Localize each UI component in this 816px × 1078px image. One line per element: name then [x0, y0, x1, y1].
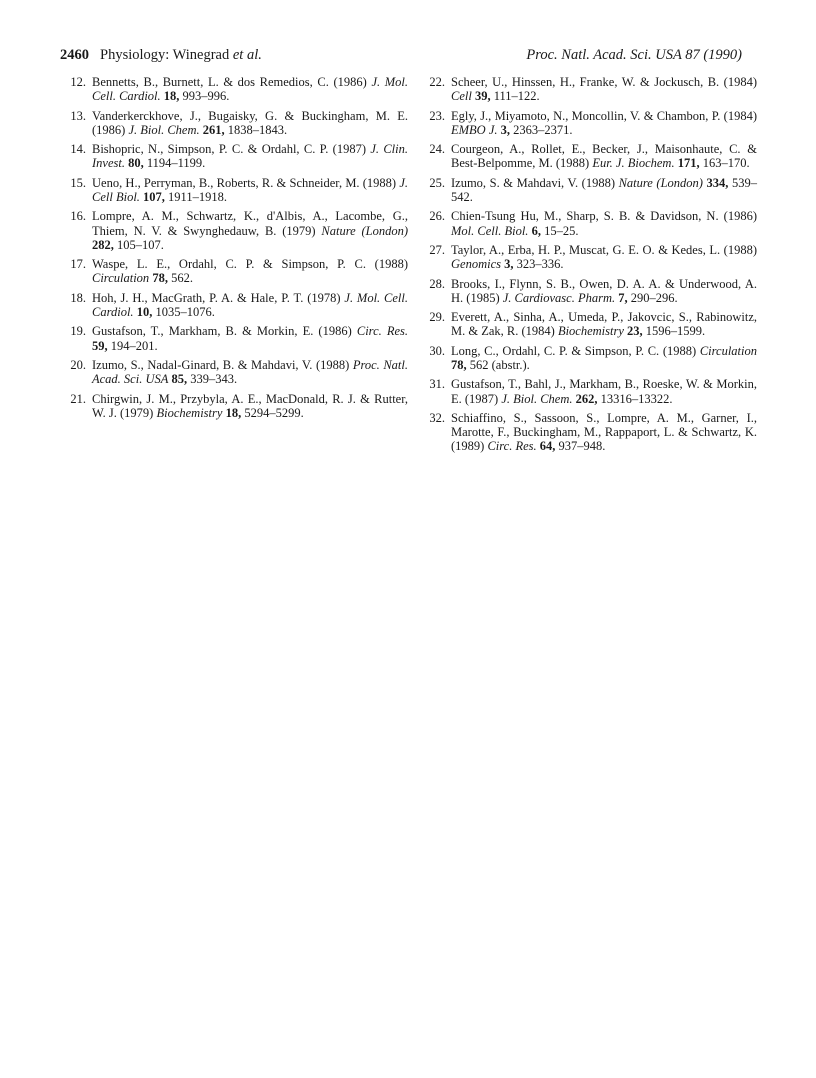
reference-pages: 163–170. [702, 156, 750, 171]
reference-volume: 262, [575, 391, 598, 406]
reference-29 [427, 310, 757, 338]
reference-24 [427, 142, 757, 170]
running-title [100, 47, 262, 64]
reference-journal: J. Mol. Cell. Cardiol. [92, 75, 408, 104]
reference-volume: 3, [504, 257, 514, 272]
reference-authors: Scheer, U., Hinssen, H., Franke, W. & Jockusch, B. (1984) [451, 75, 757, 89]
reference-volume: 107, [143, 189, 165, 204]
reference-number: 29. [429, 310, 445, 325]
reference-pages: 290–296. [630, 290, 678, 305]
reference-volume: 23, [627, 324, 643, 339]
reference-pages: 5294–5299. [244, 405, 304, 420]
reference-28 [427, 277, 757, 305]
reference-number: 22. [429, 75, 445, 89]
reference-19 [68, 324, 408, 352]
reference-authors: Courgeon, A., Rollet, E., Becker, J., Maisonhaute, C. & Best-Belpomme, M. (1988) [451, 142, 757, 171]
reference-journal: J. Biol. Chem. [501, 391, 573, 406]
reference-pages: 1911–1918. [168, 189, 227, 204]
reference-authors: Waspe, L. E., Ordahl, C. P. & Simpson, P. C. (1988) [92, 257, 408, 272]
reference-17 [68, 257, 408, 285]
reference-pages: 1596–1599. [645, 324, 706, 339]
reference-16 [68, 209, 408, 252]
reference-journal: Circ. Res. [487, 439, 537, 454]
reference-pages: 1194–1199. [146, 156, 206, 171]
reference-journal: J. Biol. Chem. [128, 122, 200, 137]
reference-number: 31. [429, 377, 445, 392]
reference-journal: Proc. Natl. Acad. Sci. USA [92, 357, 408, 387]
reference-volume: 80, [128, 156, 144, 171]
reference-journal: Cell [451, 89, 472, 104]
reference-pages: 13316–13322. [600, 391, 673, 406]
reference-pages: 111–122. [493, 89, 540, 104]
reference-number: 15. [70, 175, 86, 190]
reference-journal: Biochemistry [156, 405, 223, 420]
reference-pages: 105–107. [117, 237, 164, 252]
reference-number: 14. [70, 142, 86, 157]
reference-journal: J. Mol. Cell. Cardiol. [92, 290, 408, 319]
reference-journal: J. Clin. Invest. [92, 142, 408, 171]
reference-volume: 3, [500, 122, 511, 137]
reference-authors: Schiaffino, S., Sassoon, S., Lompre, A. M., Garner, I., Marotte, F., Buckingham, M., Rappaport, L. & Schwartz, K. (1989) [451, 410, 757, 454]
reference-journal: Nature (London) [321, 223, 408, 238]
reference-authors: Lompre, A. M., Schwartz, K., d'Albis, A., Lacombe, G., Thiem, N. V. & Swynghedauw, B. (1979) [92, 209, 408, 238]
running-title-section: Physiology: Winegrad [100, 47, 230, 63]
running-title-et-al: et al. [232, 47, 262, 63]
reference-authors: Hoh, J. H., MacGrath, P. A. & Hale, P. T. (1978) [92, 290, 341, 305]
reference-number: 28. [429, 276, 445, 291]
reference-journal: J. Cardiovasc. Pharm. [502, 290, 616, 305]
reference-volume: 39, [474, 89, 491, 104]
reference-journal: Circulation [699, 343, 757, 358]
reference-number: 26. [429, 209, 445, 224]
reference-number: 32. [429, 410, 445, 425]
reference-volume: 59, [92, 338, 108, 353]
reference-authors: Ueno, H., Perryman, B., Roberts, R. & Schneider, M. (1988) [92, 175, 397, 190]
reference-number: 27. [429, 242, 445, 257]
reference-authors: Gustafson, T., Markham, B. & Morkin, E. (1986) [92, 324, 352, 339]
reference-journal: Eur. J. Biochem. [592, 156, 675, 171]
reference-number: 17. [70, 257, 86, 272]
reference-23 [427, 109, 757, 137]
reference-number: 23. [429, 108, 445, 123]
reference-31 [427, 377, 757, 405]
page-header [0, 47, 816, 67]
reference-number: 18. [70, 290, 86, 305]
page-number: 2460 [60, 47, 89, 63]
reference-number: 13. [70, 108, 86, 123]
reference-volume: 171, [677, 156, 700, 171]
reference-journal: J. Cell Biol. [92, 175, 408, 204]
reference-12 [68, 75, 408, 103]
reference-journal: Genomics [451, 257, 501, 272]
reference-authors: Long, C., Ordahl, C. P. & Simpson, P. C. (1988) [451, 343, 697, 358]
reference-volume: 10, [136, 304, 153, 319]
reference-pages: 194–201. [110, 338, 158, 353]
reference-volume: 282, [92, 237, 114, 252]
reference-21 [68, 392, 408, 420]
reference-volume: 85, [171, 372, 188, 387]
reference-32 [427, 411, 757, 454]
reference-authors: Izumo, S., Nadal-Ginard, B. & Mahdavi, V. (1988) [92, 357, 350, 372]
reference-pages: 1035–1076. [155, 304, 215, 319]
reference-pages: 937–948. [558, 439, 606, 454]
reference-authors: Egly, J., Miyamoto, N., Moncollin, V. & Chambon, P. (1984) [451, 108, 757, 123]
reference-pages: 15–25. [544, 223, 579, 238]
reference-authors: Bishopric, N., Simpson, P. C. & Ordahl, C. P. (1987) [92, 142, 367, 157]
reference-pages: 1838–1843. [227, 122, 288, 137]
reference-number: 20. [70, 357, 86, 372]
reference-pages: 539–542. [451, 175, 758, 204]
references-right-column [427, 75, 757, 459]
reference-22 [427, 75, 757, 103]
reference-authors: Izumo, S. & Mahdavi, V. (1988) [451, 175, 615, 190]
reference-26 [427, 209, 757, 237]
reference-13 [68, 109, 408, 137]
reference-volume: 64, [539, 439, 556, 454]
reference-authors: Gustafson, T., Bahl, J., Markham, B., Roeske, W. & Morkin, E. (1987) [451, 377, 757, 406]
reference-27 [427, 243, 757, 271]
reference-authors: Bennetts, B., Burnett, L. & dos Remedios, C. (1986) [92, 75, 367, 89]
reference-18 [68, 291, 408, 319]
reference-pages: 562. [171, 271, 193, 286]
reference-volume: 261, [202, 122, 225, 137]
reference-volume: 18, [163, 89, 180, 104]
reference-volume: 78, [451, 357, 467, 372]
reference-pages: 2363–2371. [513, 122, 573, 137]
reference-25 [427, 176, 757, 204]
reference-authors: Vanderkerckhove, J., Bugaisky, G. & Buckingham, M. E. (1986) [92, 108, 408, 137]
reference-number: 25. [429, 175, 445, 190]
reference-number: 21. [70, 391, 86, 406]
reference-journal: Biochemistry [557, 324, 624, 339]
reference-number: 24. [429, 142, 445, 157]
reference-volume: 6, [531, 223, 541, 238]
reference-journal: Circ. Res. [356, 324, 409, 339]
reference-30 [427, 344, 757, 372]
reference-authors: Chirgwin, J. M., Przybyla, A. E., MacDonald, R. J. & Rutter, W. J. (1979) [92, 391, 408, 420]
reference-volume: 78, [152, 271, 168, 286]
journal-citation: Proc. Natl. Acad. Sci. USA 87 (1990) [526, 47, 742, 63]
reference-authors: Chien-Tsung Hu, M., Sharp, S. B. & Davidson, N. (1986) [451, 209, 757, 224]
reference-20 [68, 358, 408, 386]
reference-volume: 7, [618, 290, 628, 305]
reference-authors: Everett, A., Sinha, A., Umeda, P., Jakovcic, S., Rabinowitz, M. & Zak, R. (1984) [451, 310, 757, 339]
reference-number: 12. [70, 75, 86, 89]
reference-volume: 18, [225, 405, 242, 420]
reference-authors: Taylor, A., Erba, H. P., Muscat, G. E. O. & Kedes, L. (1988) [451, 242, 757, 257]
reference-volume: 334, [706, 175, 729, 190]
reference-number: 16. [70, 209, 86, 224]
reference-journal: Mol. Cell. Biol. [451, 223, 529, 238]
references-left-column [68, 75, 408, 425]
reference-authors: Brooks, I., Flynn, S. B., Owen, D. A. A. & Underwood, A. H. (1985) [451, 276, 757, 305]
reference-journal: Circulation [92, 271, 150, 286]
reference-pages: 993–996. [182, 89, 230, 104]
reference-number: 30. [429, 343, 445, 358]
reference-journal: Nature (London) [618, 175, 703, 190]
reference-pages: 562 (abstr.). [469, 357, 530, 372]
reference-journal: EMBO J. [451, 122, 498, 137]
reference-pages: 339–343. [190, 372, 238, 387]
reference-14 [68, 142, 408, 170]
reference-15 [68, 176, 408, 204]
reference-number: 19. [70, 324, 86, 339]
reference-pages: 323–336. [516, 257, 564, 272]
